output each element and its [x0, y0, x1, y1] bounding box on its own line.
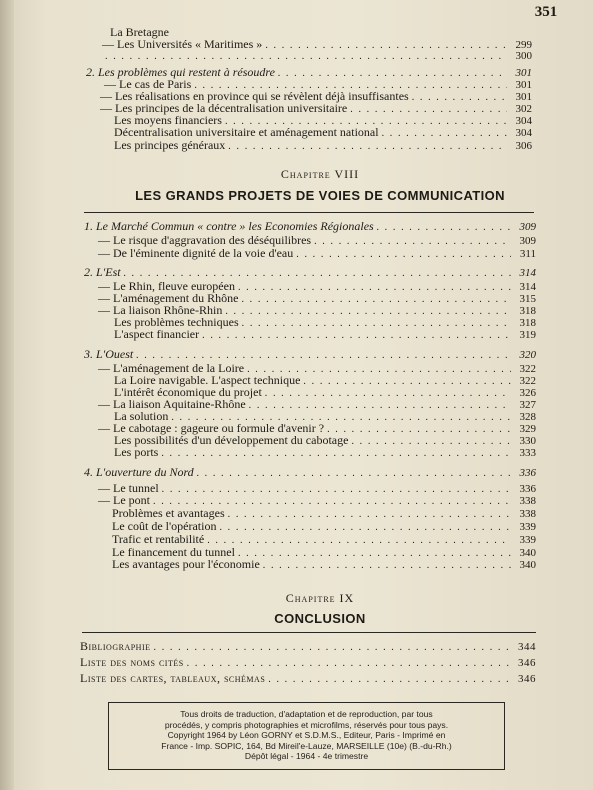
entry-text: Les principes généraux: [114, 138, 226, 152]
entry-page: 300: [515, 50, 532, 62]
notice-line: Copyright 1964 by Léon GORNY et S.D.M.S., Editeur, Paris - Imprimé en: [167, 730, 446, 740]
entry-text: Les avantages pour l'économie: [112, 557, 260, 571]
divider: [84, 212, 534, 213]
entry-page: 314: [519, 267, 536, 279]
entry-page: 318: [519, 305, 536, 317]
entry-text: — L'aménagement de la Loire: [98, 361, 245, 375]
entry-text: Le financement du tunnel: [112, 545, 235, 559]
entry-text: Liste des cartes, tableaux, schémas: [80, 671, 266, 685]
entry-text: — Le cas de Paris: [104, 77, 192, 91]
entry-text: 3. L'Ouest: [84, 347, 134, 361]
toc-section: [84, 466, 536, 480]
notice-line: Tous droits de traduction, d'adaptation et de reproduction, par tous: [180, 709, 433, 719]
entry-text: La Bretagne: [110, 25, 169, 39]
entry-page: 301: [515, 79, 532, 91]
entry-text: Les problèmes techniques: [114, 315, 239, 329]
entry-text: Les ports: [114, 445, 159, 459]
entry-page: 326: [519, 387, 536, 399]
toc-entry: [102, 50, 532, 63]
entry-text: L'aspect financier: [114, 327, 200, 341]
entry-page: 309: [519, 221, 536, 233]
copyright-notice: [108, 702, 505, 770]
entry-text: — Le pont: [98, 493, 150, 507]
toc-entry: [98, 247, 536, 261]
leader-dots: [187, 657, 511, 670]
entry-page: 336: [519, 483, 536, 495]
toc-entry: [80, 656, 536, 670]
leader-dots: [377, 221, 511, 234]
entry-text: La solution: [114, 409, 169, 423]
entry-text: — Le risque d'aggravation des déséquilibres: [98, 233, 312, 247]
entry-page: 311: [519, 248, 536, 260]
entry-page: 302: [515, 103, 532, 115]
toc-entry: [114, 328, 536, 342]
leader-dots: [105, 50, 507, 63]
entry-text: Décentralisation universitaire et aménagement national: [114, 125, 379, 139]
entry-text: Bibliographie: [80, 639, 151, 653]
chapter-label: Chapitre IX: [285, 591, 355, 605]
entry-page: 339: [519, 521, 536, 533]
entry-text: Les moyens financiers: [114, 113, 222, 127]
entry-text: — La liaison Rhône-Rhin: [98, 303, 223, 317]
toc-section: [84, 266, 536, 280]
leader-dots: [197, 467, 511, 480]
chapter-title: CONCLUSION: [274, 611, 366, 626]
toc-section: [84, 220, 536, 234]
entry-page: 327: [519, 399, 536, 411]
entry-page: 301: [515, 91, 532, 103]
entry-page: 318: [519, 317, 536, 329]
entry-page: 301: [515, 67, 532, 79]
entry-page: 338: [519, 508, 536, 520]
entry-page: 329: [519, 423, 536, 435]
entry-text: Les possibilités d'un développement du cabotage: [114, 433, 349, 447]
entry-page: 304: [515, 127, 532, 139]
entry-text: Problèmes et avantages: [112, 506, 225, 520]
entry-text: 4. L'ouverture du Nord: [84, 465, 194, 479]
divider: [82, 632, 536, 633]
chapter-label: Chapitre VIII: [280, 167, 360, 181]
entry-text: Trafic et rentabilité: [112, 532, 205, 546]
entry-page: 333: [519, 447, 536, 459]
entry-text: — Le cabotage : gageure ou formule d'avenir ?: [98, 421, 325, 435]
entry-text: — Le tunnel: [98, 481, 159, 495]
entry-text: — De l'éminente dignité de la voie d'eau: [98, 246, 294, 260]
chapter-title: LES GRANDS PROJETS DE VOIES DE COMMUNICATION: [135, 188, 505, 203]
entry-text: 2. L'Est: [84, 265, 121, 279]
toc-entry: [114, 139, 532, 153]
page-gutter: [0, 0, 14, 790]
entry-page: 338: [519, 495, 536, 507]
entry-page: 314: [519, 281, 536, 293]
leader-dots: [228, 140, 507, 153]
entry-page: 322: [519, 363, 536, 375]
entry-text: — L'aménagement du Rhône: [98, 291, 239, 305]
entry-text: — Le Rhin, fleuve européen: [98, 279, 235, 293]
leader-dots: [154, 641, 512, 654]
entry-page: 299: [515, 39, 532, 51]
entry-text: L'intérêt économique du projet: [114, 385, 262, 399]
page-number: 351: [534, 4, 558, 20]
entry-page: 340: [519, 547, 536, 559]
entry-page: 328: [519, 411, 536, 423]
entry-text: 1. Le Marché Commun « contre » les Economies Régionales: [84, 219, 374, 233]
entry-text: Liste des noms cités: [80, 655, 184, 669]
entry-page: 306: [515, 140, 532, 152]
notice-line: Dépôt légal - 1964 - 4e trimestre: [244, 751, 369, 761]
entry-page: 339: [519, 534, 536, 546]
entry-page: 304: [515, 115, 532, 127]
leader-dots: [296, 248, 511, 261]
entry-page: 320: [519, 349, 536, 361]
entry-page: 315: [519, 293, 536, 305]
entry-page: 309: [519, 235, 536, 247]
entry-page: 340: [519, 559, 536, 571]
notice-line: procédés, y compris photographies et microfilms, réservés pour tous pays.: [164, 719, 449, 730]
entry-text: — La liaison Aquitaine-Rhône: [98, 397, 246, 411]
entry-text: La Loire navigable. L'aspect technique: [114, 373, 301, 387]
leader-dots: [268, 673, 511, 686]
entry-page: 346: [518, 657, 536, 669]
entry-text: — Les réalisations en province qui se révèlent déjà insuffisantes: [100, 89, 409, 103]
leader-dots: [202, 329, 511, 342]
entry-page: 319: [519, 329, 536, 341]
notice-line: France - Imp. SOPIC, 164, Bd Mireil'e-Lauze, MARSEILLE (10e) (B.-du-Rh.): [161, 740, 452, 751]
entry-page: 344: [518, 641, 536, 653]
toc-entry: [114, 446, 536, 460]
entry-text: — Les Universités « Maritimes »: [102, 37, 263, 51]
toc-section: [84, 348, 536, 362]
entry-page: 322: [519, 375, 536, 387]
leader-dots: [263, 559, 511, 572]
entry-page: 330: [519, 435, 536, 447]
entry-text: Le coût de l'opération: [112, 519, 217, 533]
entry-text: 2. Les problèmes qui restent à résoudre: [86, 65, 275, 79]
leader-dots: [161, 447, 511, 460]
toc-entry: [80, 640, 536, 654]
entry-page: 336: [519, 467, 536, 479]
toc-entry: [80, 672, 536, 686]
entry-page: 346: [518, 673, 536, 685]
entry-text: — Les principes de la décentralisation universitaire: [100, 101, 348, 115]
toc-entry: [112, 558, 536, 572]
